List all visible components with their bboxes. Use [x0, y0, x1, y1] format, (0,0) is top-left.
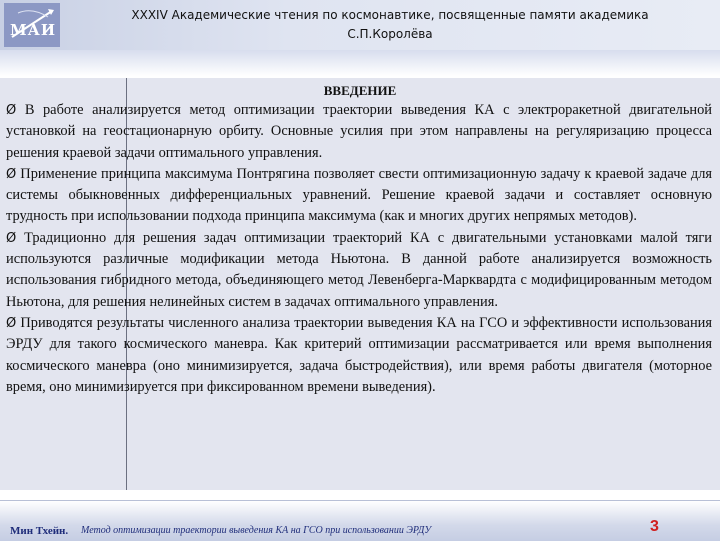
paragraph-text: Приводятся результаты численного анализа траектории выведения КА на ГСО и эффективности использования ЭРДУ для такого космического маневра. Как критерий оптимизации рассматривается или время выполнения космического маневра (оно минимизируется, задача быстродействия), или время работы двигателя (моторное время, оно минимизируется при фиксированном времени выведения).	[6, 314, 712, 395]
bullet-arrow-icon: Ø	[6, 103, 17, 118]
conference-title	[80, 6, 700, 44]
paragraph-text: Применение принципа максимума Понтрягина позволяет свести оптимизационную задачу к краевой задаче для системы обыкновенных дифференциальных уравнений. Решение краевой задачи и составляет основную трудность при использовании подхода принципа максимума (как и многих других непрямых методов).	[6, 165, 712, 225]
page-number: 3	[650, 518, 659, 535]
bullet-arrow-icon: Ø	[6, 230, 17, 246]
conference-title-line1: XXXIV Академические чтения по космонавтике, посвященные памяти академика	[131, 8, 649, 22]
paragraph-3	[6, 228, 712, 313]
decorative-strip	[0, 50, 720, 76]
paragraph-text: Традиционно для решения задач оптимизации траекторий КА с двигательными установками малой тяги используются различные модификации метода Ньютона. В данной работе анализируется возможность использования гибридного метода, объединяющего метод Левенберга-Марквардта с модифицированным методом Ньютона, для решения нелинейных систем в задачах оптимального управления.	[6, 229, 712, 310]
bullet-arrow-icon: Ø	[6, 166, 17, 182]
paragraph-1	[6, 100, 712, 164]
body-text	[6, 100, 712, 398]
paragraph-text: В работе анализируется метод оптимизации траектории выведения КА с электроракетной двигательной установкой на геостационарную орбиту. Основные усилия при этом направлены на регуляризацию процесса решения краевой задачи оптимального управления.	[6, 102, 712, 161]
slide-header	[0, 0, 720, 51]
footer-author: Мин Тхейн.	[10, 525, 69, 537]
logo-text: МАИ	[10, 21, 56, 39]
paragraph-2	[6, 164, 712, 228]
paragraph-4	[6, 313, 712, 398]
footer-topic: Метод оптимизации траектории выведения КА на ГСО при использовании ЭРДУ	[81, 525, 432, 536]
section-heading: ВВЕДЕНИЕ	[323, 83, 397, 98]
mai-logo	[4, 3, 60, 47]
bullet-arrow-icon: Ø	[6, 315, 17, 331]
conference-title-line2: С.П.Королёва	[347, 27, 433, 41]
